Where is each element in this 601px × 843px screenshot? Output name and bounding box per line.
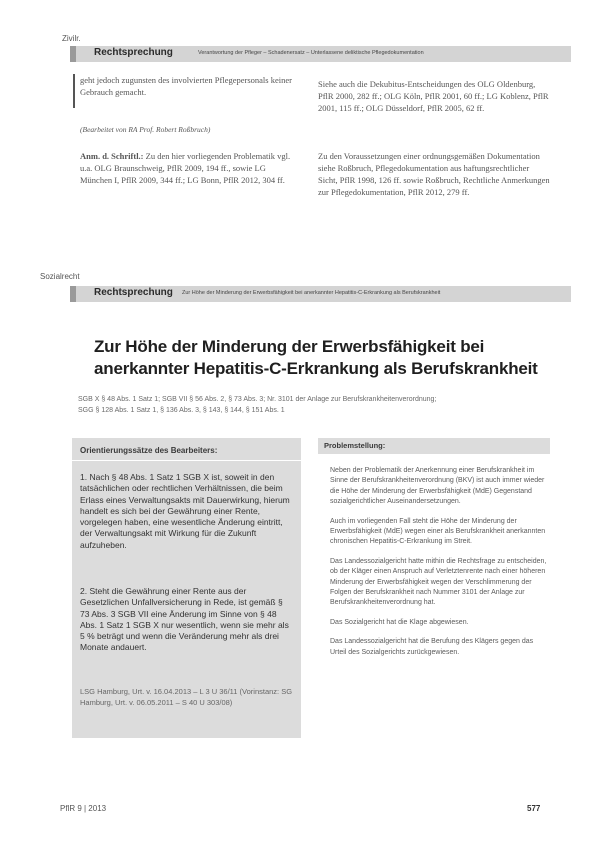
problem-paragraph-3: Das Landessozialgericht hatte mithin die Rechtsfrage zu entscheiden, ob der Kläger einen Anspruch auf Verletztenrente nach einer höheren Minderung der Erwerbsfähigkeit wegen der Verschlimmerung der Folgen der Berufskrankheit nach Nummer 3101 der Anlage zur Berufskrankheitenverordnung hat.	[330, 557, 547, 607]
box-paragraph-1: 1. Nach § 48 Abs. 1 Satz 1 SGB X ist, soweit in den tatsächlichen oder rechtlichen Verhältnissen, die beim Erlass eines Verwaltungsakts mit Dauerwirkung, hierum handelt es sich bei der Gewährung einer Rente, vorgelegen haben, eine wesentliche Änderung eintritt, der Verwaltungsakt mit Wirkung für die Zukunft aufzuheben.	[80, 472, 290, 550]
problem-heading: Problemstellung:	[324, 441, 386, 450]
box-divider	[72, 460, 301, 461]
bar-title-2: Rechtsprechung	[94, 287, 173, 298]
norms-line1: SGB X § 48 Abs. 1 Satz 1; SGB VII § 56 Abs. 2, § 73 Abs. 3; Nr. 3101 der Anlage zur Berufskrankheitenverordnung;	[78, 396, 437, 403]
article-title-line2: anerkannter Hepatitis-C-Erkrankung als Berufskrankheit	[94, 359, 538, 378]
problem-column	[330, 466, 548, 667]
author-note-label: Anm. d. Schriftl.:	[80, 151, 144, 161]
norms-line2: SGG § 128 Abs. 1 Satz 1, § 136 Abs. 3, § 143, § 144, § 151 Abs. 1	[78, 407, 285, 414]
box-heading: Orientierungssätze des Bearbeiters:	[80, 446, 218, 455]
problem-paragraph-5: Das Landessozialgericht hat die Berufung des Klägers gegen das Urteil des Sozialgerichts zurückgewiesen.	[330, 638, 534, 656]
problem-heading-bar	[318, 438, 550, 454]
bar-title: Rechtsprechung	[94, 47, 173, 58]
prev-right-p1: Siehe auch die Dekubitus-Entscheidungen des OLG Oldenburg, PflR 2000, 282 ff.; OLG Köln, PflR 2001, 60 ff.; LG Koblenz, PflR 2001, 115 ff.; OLG Düsseldorf, PflR 2005, 62 ff.	[318, 79, 549, 113]
prev-left-text: geht jedoch zugunsten des involvierten Pflegepersonals keiner Gebrauch gemacht.	[80, 75, 292, 97]
box-paragraph-2: 2. Steht die Gewährung einer Rente aus der Gesetzlichen Unfallversicherung in Rede, ist gemäß § 73 Abs. 3 SGB VII eine Änderung im Sinne von § 48 Abs. 1 Satz 1 SGB X nur wesentlich, wenn sie mehr als 5 % beträgt und wenn die Veränderung mehr als drei Monate andauert.	[80, 586, 289, 653]
author-note-text: Zu den hier vorliegenden Problematik vgl. u.a. OLG Braunschweig, PflR 2009, 194 ff., sowie LG München I, PflR 2009, 344 ff.; LG Bonn, PflR 2012, 304 ff.	[80, 151, 291, 185]
bar-subtitle: Verantwortung der Pfleger – Schadenersatz – Unterlassene deliktische Pflegedokumentation	[198, 50, 424, 56]
section-label-zivilrecht: Zivilr.	[62, 34, 81, 43]
rechtsprechung-bar-article	[76, 286, 571, 302]
quote-rule	[73, 74, 75, 108]
rechtsprechung-bar-top	[76, 46, 571, 62]
article-title-line1: Zur Höhe der Minderung der Erwerbsfähigkeit bei	[94, 337, 485, 356]
problem-paragraph-4: Das Sozialgericht hat die Klage abgewiesen.	[330, 618, 469, 626]
orientation-box	[72, 438, 301, 738]
page-number: 577	[527, 804, 541, 813]
problem-paragraph-2: Auch im vorliegenden Fall steht die Höhe der Minderung der Erwerbsfähigkeit (MdE) wegen einer als Berufskrankheit anerkannten chronischen Hepatitis-C-Erkrankung im Streit.	[330, 517, 546, 546]
author-note	[80, 150, 298, 186]
editor-credit: (Bearbeitet von RA Prof. Robert Roßbruch)	[80, 125, 211, 134]
problem-paragraph-1: Neben der Problematik der Anerkennung einer Berufskrankheit im Sinne der Berufskrankheitenverordnung (BKV) ist auch immer wieder die Höhe der Minderung der Erwerbsfähigkeit (MdE) Gegenstand sozialgerichtlicher Auseinandersetzungen.	[330, 467, 545, 506]
court-reference: LSG Hamburg, Urt. v. 16.04.2013 – L 3 U 36/11 (Vorinstanz: SG Hamburg, Urt. v. 06.05.2011 – S 40 U 303/08)	[80, 687, 293, 707]
prev-right-p2: Zu den Voraussetzungen einer ordnungsgemäßen Dokumentation siehe Roßbruch, Pflegedokumentation aus haftungsrechtlicher Sicht, PflR 1998, 126 ff. sowie Roßbruch, Rechtliche Anmerkungen zur Pflegedokumentation, PflR 2012, 279 ff.	[318, 151, 550, 197]
section-label-sozialrecht: Sozialrecht	[40, 272, 80, 281]
bar-subtitle-2: Zur Höhe der Minderung der Erwerbsfähigkeit bei anerkannter Hepatitis-C-Erkrankung als Berufskrankheit	[182, 290, 441, 296]
journal-footer: PflR 9 | 2013	[60, 804, 107, 813]
